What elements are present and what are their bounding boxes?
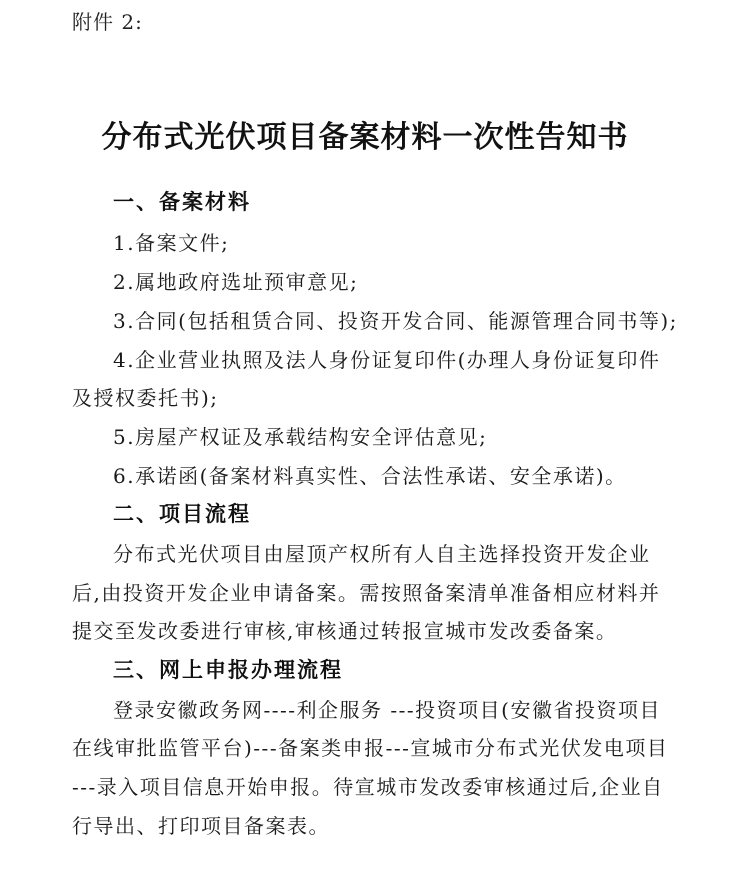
list-item: 5.房屋产权证及承载结构安全评估意见; — [113, 425, 488, 449]
list-item: 3.合同(包括租赁合同、投资开发合同、能源管理合同书等); — [113, 309, 678, 333]
paragraph-line: 行导出、打印项目备案表。 — [72, 814, 330, 838]
paragraph-line: ---录入项目信息开始申报。待宣城市发改委审核通过后,企业自 — [72, 775, 664, 799]
paragraph-line: 后,由投资开发企业申请备案。需按照备案清单准备相应材料并 — [72, 581, 661, 605]
paragraph-line: 提交至发改委进行审核,审核通过转报宣城市发改委备案。 — [72, 619, 618, 643]
section-heading-online-filing: 三、网上申报办理流程 — [113, 658, 343, 682]
paragraph-line: 在线审批监管平台)---备案类申报---宣城市分布式光伏发电项目 — [72, 736, 669, 760]
paragraph-line: 分布式光伏项目由屋顶产权所有人自主选择投资开发企业 — [113, 542, 651, 566]
list-item: 6.承诺函(备案材料真实性、合法性承诺、安全承诺)。 — [113, 464, 627, 488]
list-item: 2.属地政府选址预审意见; — [113, 270, 359, 294]
list-item: 4.企业营业执照及法人身份证复印件(办理人身份证复印件 — [113, 348, 661, 372]
list-item-continuation: 及授权委托书); — [72, 386, 219, 410]
section-heading-process: 二、项目流程 — [113, 502, 251, 526]
document-title: 分布式光伏项目备案材料一次性告知书 — [101, 120, 629, 155]
paragraph-line: 登录安徽政务网----利企服务 ---投资项目(安徽省投资项目 — [113, 698, 661, 722]
section-heading-materials: 一、备案材料 — [113, 190, 251, 214]
attachment-label: 附件 2: — [72, 10, 143, 34]
list-item: 1.备案文件; — [113, 231, 230, 255]
